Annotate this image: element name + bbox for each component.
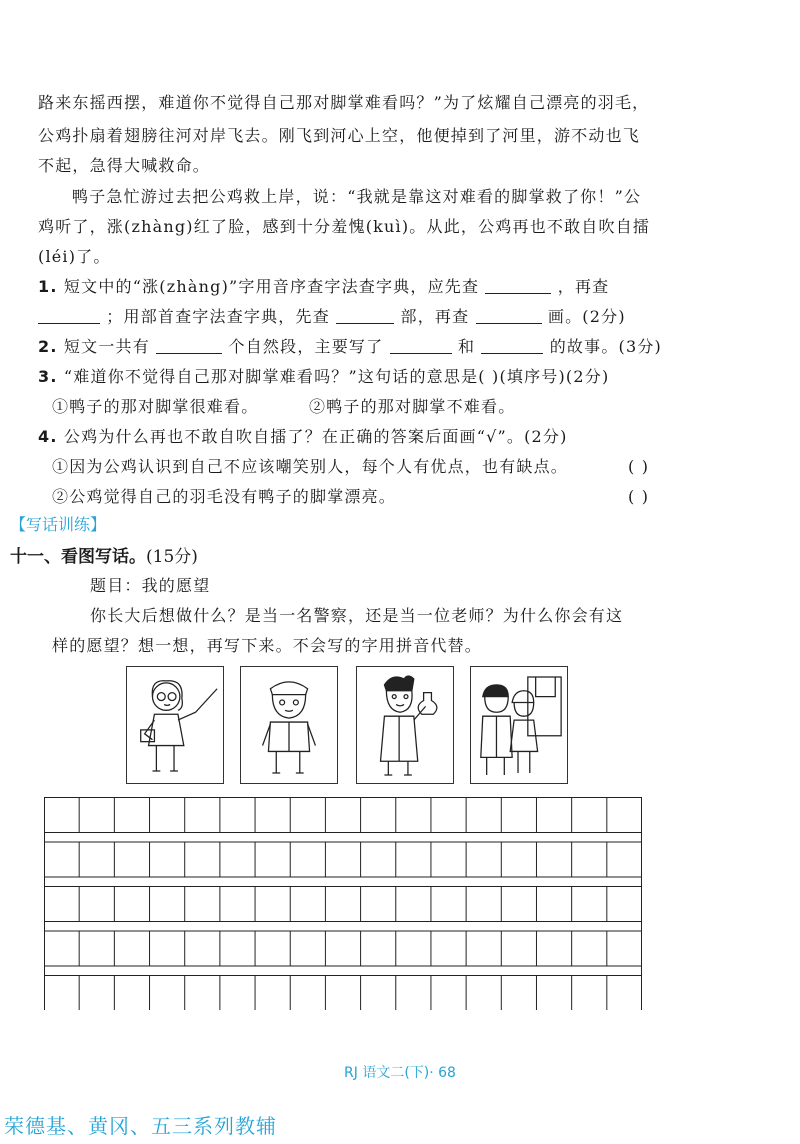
question-number: 3. <box>38 367 58 386</box>
writing-grid[interactable] <box>44 797 642 1010</box>
writing-prompt-2: 样的愿望？想一想，再写下来。不会写的字用拼音代替。 <box>52 636 483 655</box>
passage-line-6: (léi)了。 <box>38 247 111 266</box>
passage-line-4: 鸭子急忙游过去把公鸡救上岸，说：“我就是靠这对难看的脚掌救了你！”公 <box>72 187 642 206</box>
scientist-picture <box>356 666 454 784</box>
question-text: ，再查 <box>557 277 610 296</box>
question-text: 短文中的“涨(zhàng)”字用音序查字法查字典，应先查 <box>63 277 480 296</box>
grid-row[interactable] <box>45 976 642 1011</box>
question-2 <box>38 336 662 358</box>
section-tag: 【写话训练】 <box>10 515 107 534</box>
section-number: 十一、看图写话。 <box>10 547 146 567</box>
question-4-option-2 <box>52 486 662 508</box>
brand-label: 荣德基、黄冈、五三系列教辅 <box>4 1114 277 1138</box>
passage-line-2: 公鸡扑扇着翅膀往河对岸飞去。刚飞到河心上空，他便掉到了河里，游不动也飞 <box>38 126 641 145</box>
writing-prompt-1: 你长大后想做什么？是当一名警察，还是当一位老师？为什么你会有这 <box>90 606 624 625</box>
option-2: ②公鸡觉得自己的羽毛没有鸭子的脚掌漂亮。 <box>52 487 397 506</box>
passage-line-1: 路来东摇西摆，难道你不觉得自己那对脚掌难看吗？”为了炫耀自己漂亮的羽毛， <box>38 93 650 112</box>
question-text: 画。(2分) <box>547 307 626 326</box>
option-1: ①鸭子的那对脚掌很难看。 <box>52 397 259 416</box>
question-text: 的故事。(3分) <box>549 337 662 356</box>
answer-blank[interactable] <box>336 307 394 324</box>
grid-row[interactable] <box>45 798 642 833</box>
section-points: (15分) <box>146 547 198 567</box>
question-4 <box>38 426 648 448</box>
question-1-cont <box>38 306 648 328</box>
question-4-option-1 <box>52 456 662 478</box>
question-number: 2. <box>38 337 58 356</box>
grid-row[interactable] <box>45 931 642 966</box>
question-3 <box>38 366 648 388</box>
grid-row[interactable] <box>45 842 642 877</box>
answer-blank[interactable] <box>485 277 551 294</box>
question-3-options <box>52 396 662 418</box>
question-text: 短文一共有 <box>63 337 150 356</box>
option-2: ②鸭子的那对脚掌不难看。 <box>309 397 516 416</box>
teacher-picture <box>126 666 224 784</box>
section-title <box>10 542 198 567</box>
answer-paren[interactable]: ( ) <box>628 487 650 506</box>
writing-title: 题目：我的愿望 <box>90 576 211 595</box>
page-footer: RJ 语文二(下)· 68 <box>344 1065 456 1081</box>
answer-blank[interactable] <box>476 307 542 324</box>
question-number: 1. <box>38 277 58 296</box>
police-picture <box>240 666 338 784</box>
question-text: 公鸡为什么再也不敢自吹自擂了？在正确的答案后面画“√”。(2分) <box>63 427 568 446</box>
answer-blank[interactable] <box>156 337 222 354</box>
question-text: 和 <box>457 337 476 356</box>
grid-row[interactable] <box>45 887 642 922</box>
question-1 <box>38 276 648 298</box>
question-number: 4. <box>38 427 58 446</box>
question-text: 个自然段，主要写了 <box>228 337 384 356</box>
answer-paren[interactable]: ( ) <box>628 457 650 476</box>
answer-blank[interactable] <box>481 337 543 354</box>
passage-line-3: 不起，急得大喊救命。 <box>38 156 211 175</box>
question-text: ；用部首查字法查字典，先查 <box>106 307 330 326</box>
passage-line-5: 鸡听了，涨(zhàng)红了脸，感到十分羞愧(kuì)。从此，公鸡再也不敢自吹自擂 <box>38 217 651 236</box>
answer-blank[interactable] <box>390 337 452 354</box>
option-1: ①因为公鸡认识到自己不应该嘲笑别人，每个人有优点，也有缺点。 <box>52 457 569 476</box>
answer-blank[interactable] <box>38 307 100 324</box>
doctor-nurse-picture <box>470 666 568 784</box>
question-text: 部，再查 <box>400 307 470 326</box>
question-text: “难道你不觉得自己那对脚掌难看吗？”这句话的意思是( )(填序号)(2分) <box>63 367 610 386</box>
